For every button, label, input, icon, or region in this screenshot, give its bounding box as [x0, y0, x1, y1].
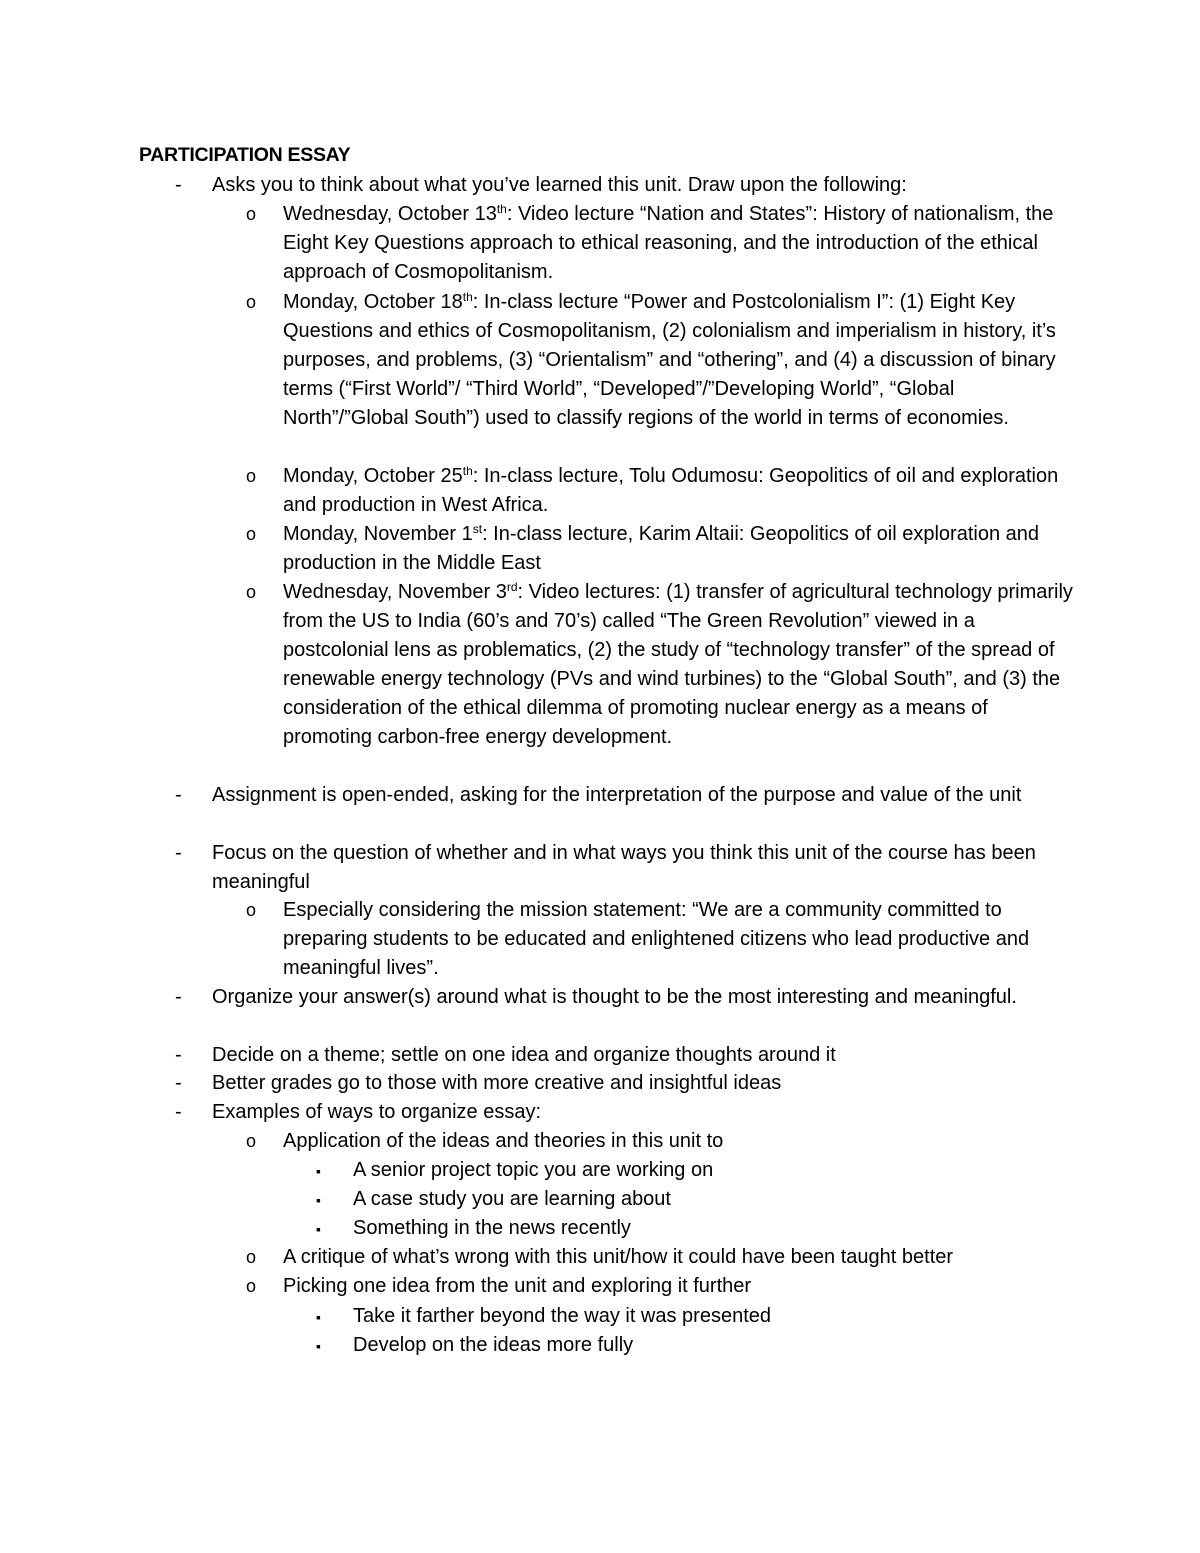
dash-bullet: -	[175, 1072, 182, 1094]
square-bullet: ▪	[316, 1163, 321, 1179]
dash-bullet: -	[175, 174, 182, 196]
list-item	[246, 578, 1073, 752]
list-item-date: Monday, October 25	[283, 465, 463, 487]
list-item-text: Especially considering the mission statement: “We are a community committed to preparing students to be educated and enlightened citizens who lead productive and meaningful lives”.	[283, 899, 1030, 979]
dash-bullet: -	[175, 1101, 182, 1123]
list-item	[316, 1331, 1073, 1360]
list-item-text: A senior project topic you are working on	[353, 1159, 714, 1181]
list-item-text: Organize your answer(s) around what is thought to be the most interesting and meaningful.	[212, 986, 1017, 1008]
list-item-text: A case study you are learning about	[353, 1188, 671, 1210]
ordinal-suffix: rd	[506, 580, 518, 594]
list-item-text: Picking one idea from the unit and exploring it further	[283, 1275, 752, 1297]
list-item	[246, 288, 1073, 433]
list-item	[246, 520, 1073, 578]
list-item-text: Asks you to think about what you’ve learned this unit. Draw upon the following:	[212, 174, 907, 196]
list-item	[246, 896, 1073, 983]
circle-bullet: o	[246, 524, 257, 544]
list-item	[175, 781, 1072, 810]
list-item	[246, 1272, 1073, 1301]
list-item-date: Wednesday, November 3	[283, 581, 507, 603]
list-item	[246, 1127, 1073, 1156]
list-item	[316, 1302, 1073, 1331]
list-item	[175, 983, 1072, 1012]
list-item-text: Better grades go to those with more creative and insightful ideas	[212, 1072, 782, 1094]
circle-bullet: o	[246, 1247, 257, 1267]
list-item	[175, 1069, 1072, 1098]
dash-bullet: -	[175, 1044, 182, 1066]
list-item-date: Wednesday, October 13	[283, 203, 497, 225]
square-bullet: ▪	[316, 1338, 321, 1354]
circle-bullet: o	[246, 900, 257, 920]
circle-bullet: o	[246, 582, 257, 602]
list-item	[246, 1243, 1073, 1272]
list-item	[175, 1098, 1072, 1127]
list-item-text: A critique of what’s wrong with this unit/how it could have been taught better	[283, 1246, 954, 1268]
list-item-text: Take it farther beyond the way it was presented	[353, 1305, 772, 1327]
circle-bullet: o	[246, 466, 257, 486]
dash-bullet: -	[175, 842, 182, 864]
list-item-text: : In-class lecture, Karim Altaii: Geopolitics of oil exploration and production in the Middle East	[283, 523, 1039, 574]
ordinal-suffix: th	[496, 202, 507, 216]
circle-bullet: o	[246, 204, 257, 224]
square-bullet: ▪	[316, 1309, 321, 1325]
list-item	[316, 1156, 1073, 1185]
list-item	[175, 1041, 1072, 1070]
dash-bullet: -	[175, 986, 182, 1008]
ordinal-suffix: th	[462, 464, 473, 478]
list-item-text: : In-class lecture, Tolu Odumosu: Geopolitics of oil and exploration and production in West Africa.	[283, 465, 1059, 516]
list-item	[246, 462, 1073, 520]
circle-bullet: o	[246, 1276, 257, 1296]
list-item-text: Decide on a theme; settle on one idea and organize thoughts around it	[212, 1044, 836, 1066]
square-bullet: ▪	[316, 1192, 321, 1208]
list-item-text: : In-class lecture “Power and Postcolonialism I”: (1) Eight Key Questions and ethics of Cosmopolitanism, (2) colonialism and imperialism in history, it’s purposes, and problems, (3) “Orientalism” and “othering”, and (4) a discussion of binary terms (“First World”/ “Third World”, “Developed”/”Developing World”, “Global North”/”Global South”) used to classify regions of the world in terms of economies.	[283, 291, 1056, 429]
list-item-text: Examples of ways to organize essay:	[212, 1101, 542, 1123]
list-item	[246, 200, 1073, 287]
list-item-date: Monday, November 1	[283, 523, 473, 545]
list-item-text: Focus on the question of whether and in what ways you think this unit of the course has been meaningful	[212, 842, 1036, 893]
ordinal-suffix: st	[472, 522, 483, 536]
ordinal-suffix: th	[462, 290, 473, 304]
list-item-text: Application of the ideas and theories in this unit to	[283, 1130, 724, 1152]
dash-bullet: -	[175, 784, 182, 806]
list-item-text: : Video lectures: (1) transfer of agricultural technology primarily from the US to India (60’s and 70’s) called “The Green Revolution” viewed in a postcolonial lens as problematics, (2) the study of “technology transfer” of the spread of renewable energy technology (PVs and wind turbines) to the “Global South”, and (3) the consideration of the ethical dilemma of promoting nuclear energy as a means of promoting carbon-free energy development.	[283, 581, 1073, 748]
list-item-text: Develop on the ideas more fully	[353, 1334, 634, 1356]
list-item-text: : Video lecture “Nation and States”: History of nationalism, the Eight Key Questions approach to ethical reasoning, and the introduction of the ethical approach of Cosmopolitanism.	[283, 203, 1054, 283]
list-item	[316, 1214, 1073, 1243]
list-item-text: Something in the news recently	[353, 1217, 631, 1239]
square-bullet: ▪	[316, 1221, 321, 1237]
list-item	[175, 171, 1072, 200]
list-item-text: Assignment is open-ended, asking for the interpretation of the purpose and value of the unit	[212, 784, 1022, 806]
circle-bullet: o	[246, 292, 257, 312]
list-item	[316, 1185, 1073, 1214]
circle-bullet: o	[246, 1131, 257, 1151]
list-item-date: Monday, October 18	[283, 291, 463, 313]
list-item	[175, 839, 1072, 897]
page-title: PARTICIPATION ESSAY	[139, 144, 351, 166]
